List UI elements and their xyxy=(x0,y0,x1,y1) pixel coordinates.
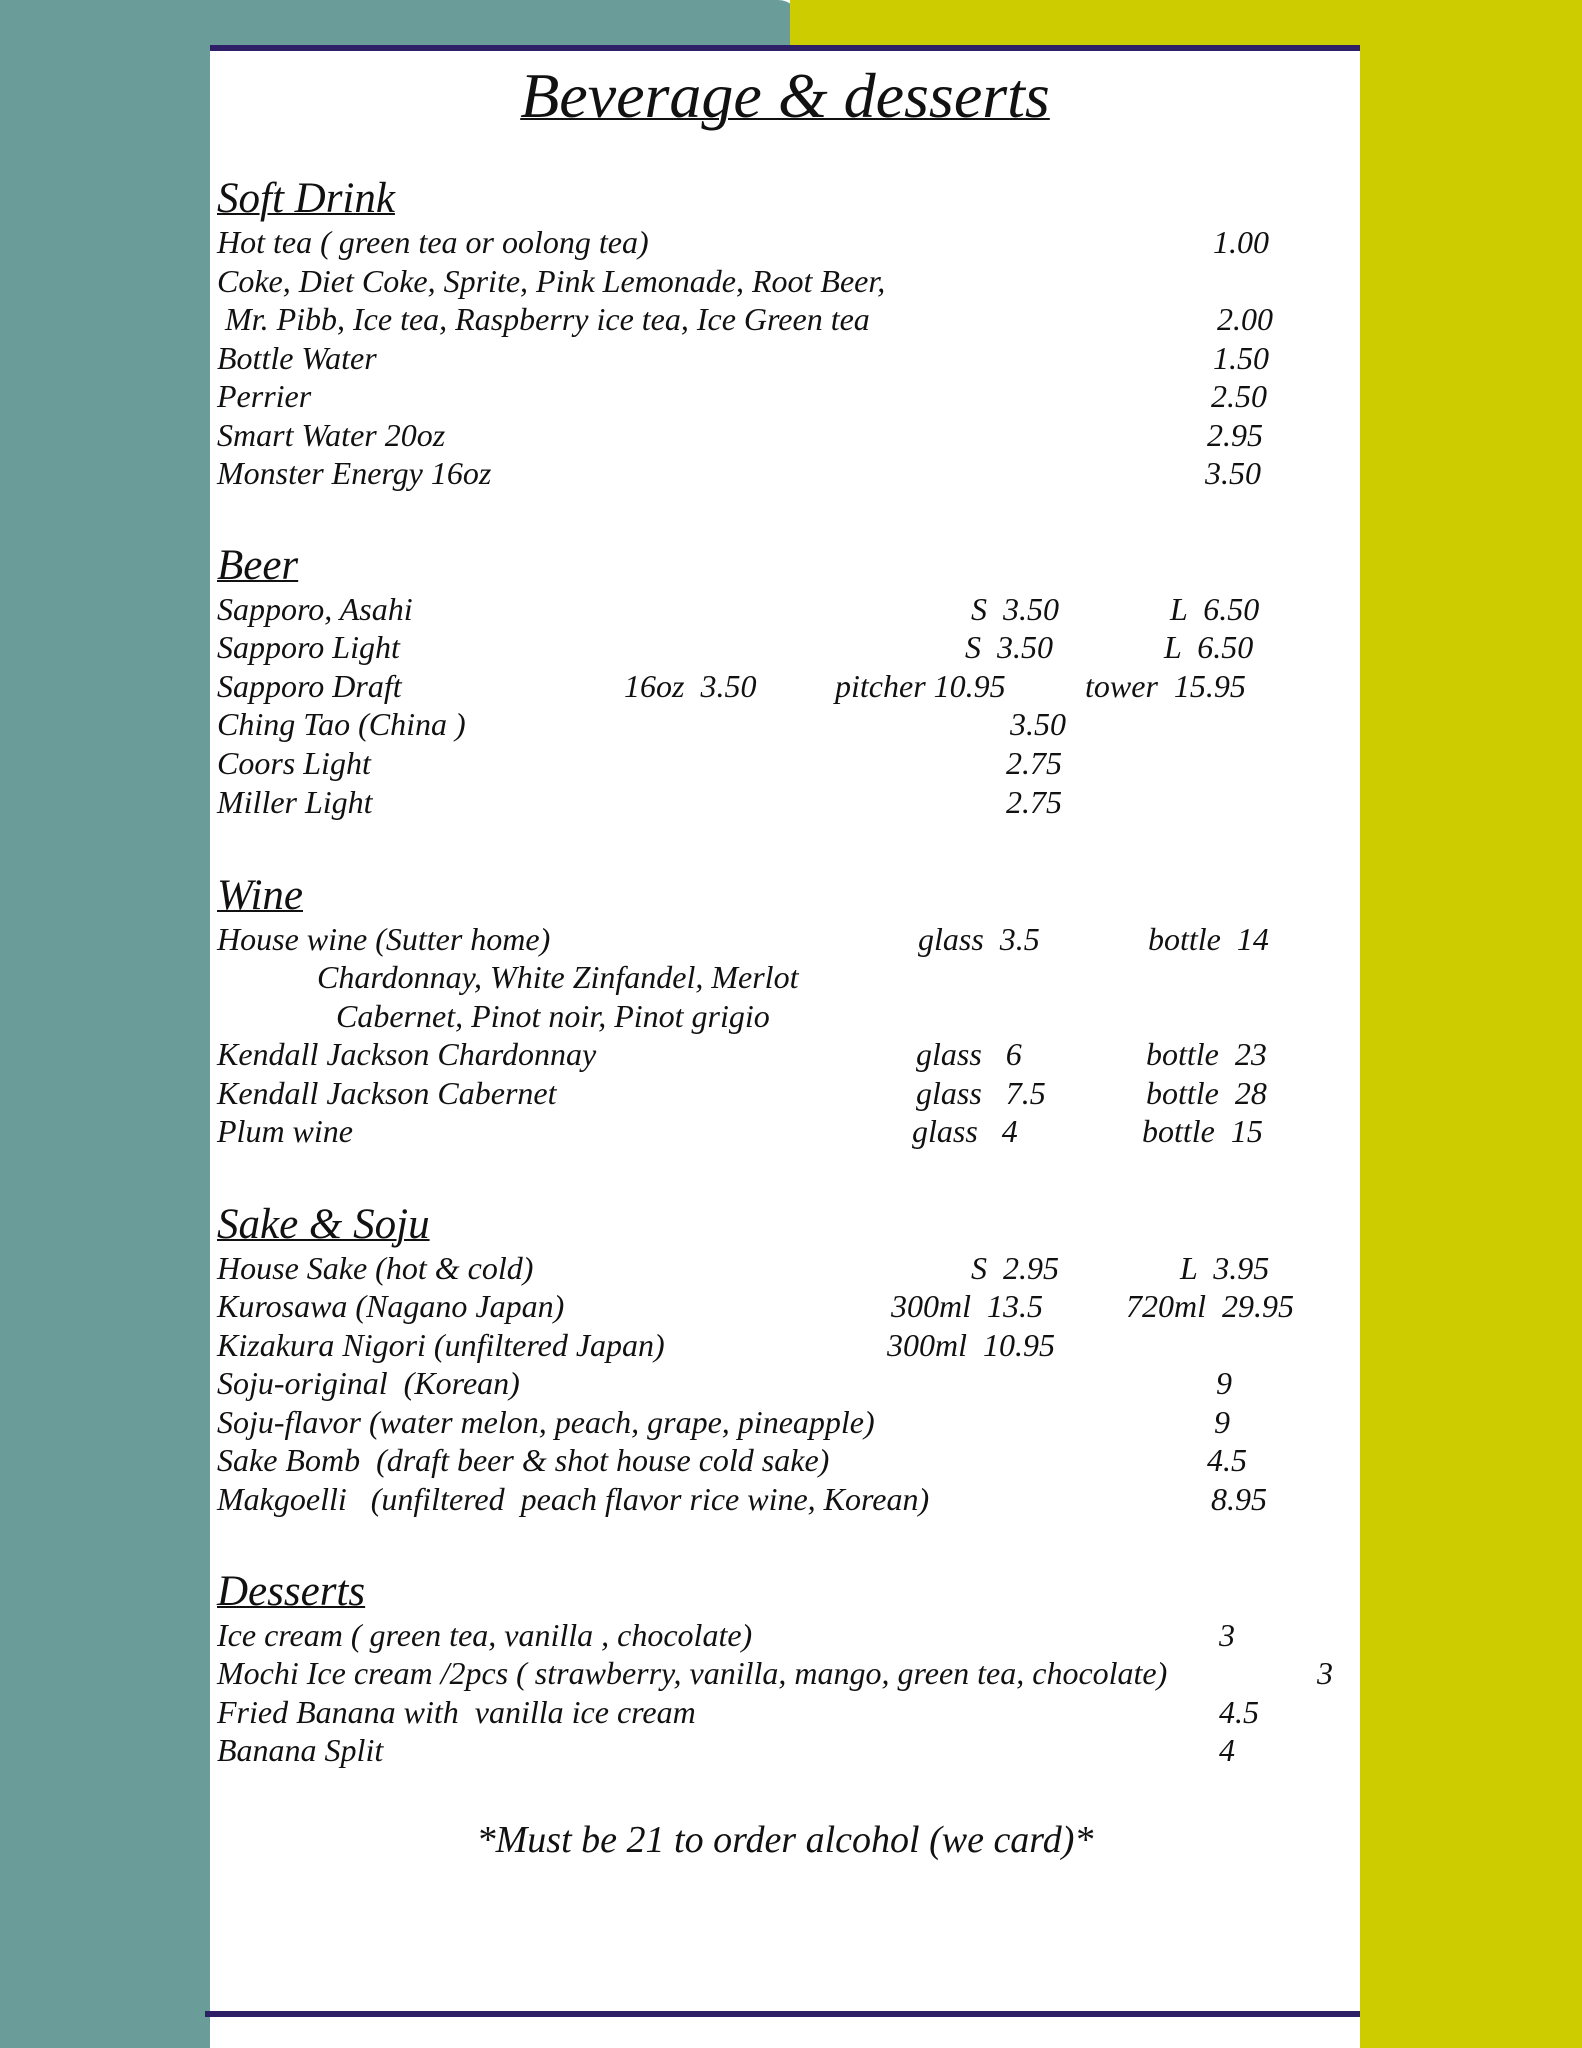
item-price-small: S 3.50 xyxy=(965,629,1053,665)
menu-item xyxy=(0,705,1582,743)
menu-item xyxy=(0,377,1582,415)
item-price-glass: glass 7.5 xyxy=(916,1075,1046,1111)
section-heading-wine: Wine xyxy=(217,872,303,919)
menu-item xyxy=(0,1249,1582,1287)
item-name: Sapporo Draft xyxy=(217,668,402,704)
item-name: Smart Water 20oz xyxy=(217,417,446,453)
menu-item xyxy=(0,1616,1582,1654)
item-price-bottle: bottle 14 xyxy=(1148,921,1269,957)
menu-item xyxy=(0,1074,1582,1112)
menu-item xyxy=(0,1441,1582,1479)
item-name: Plum wine xyxy=(217,1113,353,1149)
item-price: 3 xyxy=(1219,1617,1235,1653)
item-price: 4.5 xyxy=(1207,1442,1247,1478)
menu-item xyxy=(0,1731,1582,1769)
menu-item xyxy=(0,997,1582,1035)
item-name: Mr. Pibb, Ice tea, Raspberry ice tea, Ice Green tea xyxy=(217,301,870,337)
menu-item xyxy=(0,262,1582,300)
item-price-large: L 6.50 xyxy=(1170,591,1260,627)
menu-item xyxy=(0,1112,1582,1150)
menu-item xyxy=(0,1403,1582,1441)
section-heading-beer: Beer xyxy=(217,542,299,589)
menu-item xyxy=(0,454,1582,492)
menu-item xyxy=(0,783,1582,821)
item-price-glass: glass 6 xyxy=(916,1036,1022,1072)
item-price: 2.00 xyxy=(1217,301,1273,337)
item-price: 8.95 xyxy=(1211,1481,1267,1517)
item-price-large: 720ml 29.95 xyxy=(1126,1288,1294,1324)
menu-item xyxy=(0,1654,1582,1692)
item-price-bottle: bottle 28 xyxy=(1146,1075,1267,1111)
teal-top-band xyxy=(0,0,800,50)
top-rule xyxy=(210,45,1360,51)
item-price: 3 xyxy=(1317,1655,1333,1691)
menu-item xyxy=(0,1693,1582,1731)
item-price: 9 xyxy=(1214,1404,1230,1440)
menu-item xyxy=(0,416,1582,454)
item-name: Kendall Jackson Chardonnay xyxy=(217,1036,597,1072)
item-price-glass: glass 3.5 xyxy=(918,921,1040,957)
item-price-bottle: bottle 15 xyxy=(1142,1113,1263,1149)
item-name: Fried Banana with vanilla ice cream xyxy=(217,1694,696,1730)
item-price-small: 300ml 10.95 xyxy=(887,1327,1055,1363)
item-name: Soju-original (Korean) xyxy=(217,1365,520,1401)
item-name: Sapporo, Asahi xyxy=(217,591,413,627)
item-price: 3.50 xyxy=(1205,455,1261,491)
item-name: Sapporo Light xyxy=(217,629,400,665)
item-name: Hot tea ( green tea or oolong tea) xyxy=(217,224,649,260)
item-price: 1.50 xyxy=(1213,340,1269,376)
menu-item xyxy=(0,223,1582,261)
item-name: Kizakura Nigori (unfiltered Japan) xyxy=(217,1327,665,1363)
item-price: 2.75 xyxy=(1006,745,1062,781)
item-price: 1.00 xyxy=(1213,224,1269,260)
item-name: Monster Energy 16oz xyxy=(217,455,492,491)
item-name: Miller Light xyxy=(217,784,373,820)
menu-item xyxy=(0,744,1582,782)
item-name: Mochi Ice cream /2pcs ( strawberry, vanilla, mango, green tea, chocolate) xyxy=(217,1655,1168,1691)
bottom-rule xyxy=(205,2011,1360,2017)
item-name: Soju-flavor (water melon, peach, grape, pineapple) xyxy=(217,1404,875,1440)
item-price: 2.95 xyxy=(1207,417,1263,453)
menu-item xyxy=(0,1480,1582,1518)
item-price: 3.50 xyxy=(1010,706,1066,742)
menu-item xyxy=(0,958,1582,996)
item-name: House wine (Sutter home) xyxy=(217,921,551,957)
item-price-tower: tower 15.95 xyxy=(1085,668,1246,704)
item-price: 9 xyxy=(1216,1365,1232,1401)
menu-item xyxy=(0,1035,1582,1073)
item-name: Kurosawa (Nagano Japan) xyxy=(217,1288,565,1324)
item-price-16oz: 16oz 3.50 xyxy=(624,668,757,704)
section-heading-sake-soju: Sake & Soju xyxy=(217,1201,430,1248)
item-name: Banana Split xyxy=(217,1732,384,1768)
menu-item xyxy=(0,1364,1582,1402)
item-price-large: L 6.50 xyxy=(1164,629,1254,665)
item-name: House Sake (hot & cold) xyxy=(217,1250,534,1286)
page-title: Beverage & desserts xyxy=(520,60,1050,131)
age-notice: *Must be 21 to order alcohol (we card)* xyxy=(476,1819,1094,1861)
item-price: 2.50 xyxy=(1211,378,1267,414)
item-price: 2.75 xyxy=(1006,784,1062,820)
item-price-small: S 3.50 xyxy=(971,591,1059,627)
item-name: Cabernet, Pinot noir, Pinot grigio xyxy=(336,998,770,1034)
item-name: Kendall Jackson Cabernet xyxy=(217,1075,557,1111)
menu-item xyxy=(0,1287,1582,1325)
item-price: 4 xyxy=(1219,1732,1235,1768)
item-price-pitcher: pitcher 10.95 xyxy=(835,668,1006,704)
item-name: Bottle Water xyxy=(217,340,377,376)
item-price-large: L 3.95 xyxy=(1180,1250,1270,1286)
menu-item xyxy=(0,1326,1582,1364)
menu-item xyxy=(0,339,1582,377)
section-heading-soft-drink: Soft Drink xyxy=(217,175,395,222)
menu-item xyxy=(0,920,1582,958)
item-price-small: 300ml 13.5 xyxy=(891,1288,1043,1324)
item-name: Ice cream ( green tea, vanilla , chocolate) xyxy=(217,1617,753,1653)
item-price-small: S 2.95 xyxy=(971,1250,1059,1286)
menu-item xyxy=(0,590,1582,628)
item-name: Coke, Diet Coke, Sprite, Pink Lemonade, Root Beer, xyxy=(217,263,886,299)
menu-item xyxy=(0,628,1582,666)
item-name: Sake Bomb (draft beer & shot house cold sake) xyxy=(217,1442,830,1478)
item-name: Coors Light xyxy=(217,745,371,781)
item-price-glass: glass 4 xyxy=(912,1113,1018,1149)
menu-item xyxy=(0,300,1582,338)
item-name: Ching Tao (China ) xyxy=(217,706,466,742)
item-price-bottle: bottle 23 xyxy=(1146,1036,1267,1072)
item-price: 4.5 xyxy=(1219,1694,1259,1730)
menu-item xyxy=(0,667,1582,705)
item-name: Chardonnay, White Zinfandel, Merlot xyxy=(317,959,799,995)
section-heading-desserts: Desserts xyxy=(217,1568,366,1615)
item-name: Makgoelli (unfiltered peach flavor rice wine, Korean) xyxy=(217,1481,930,1517)
item-name: Perrier xyxy=(217,378,312,414)
